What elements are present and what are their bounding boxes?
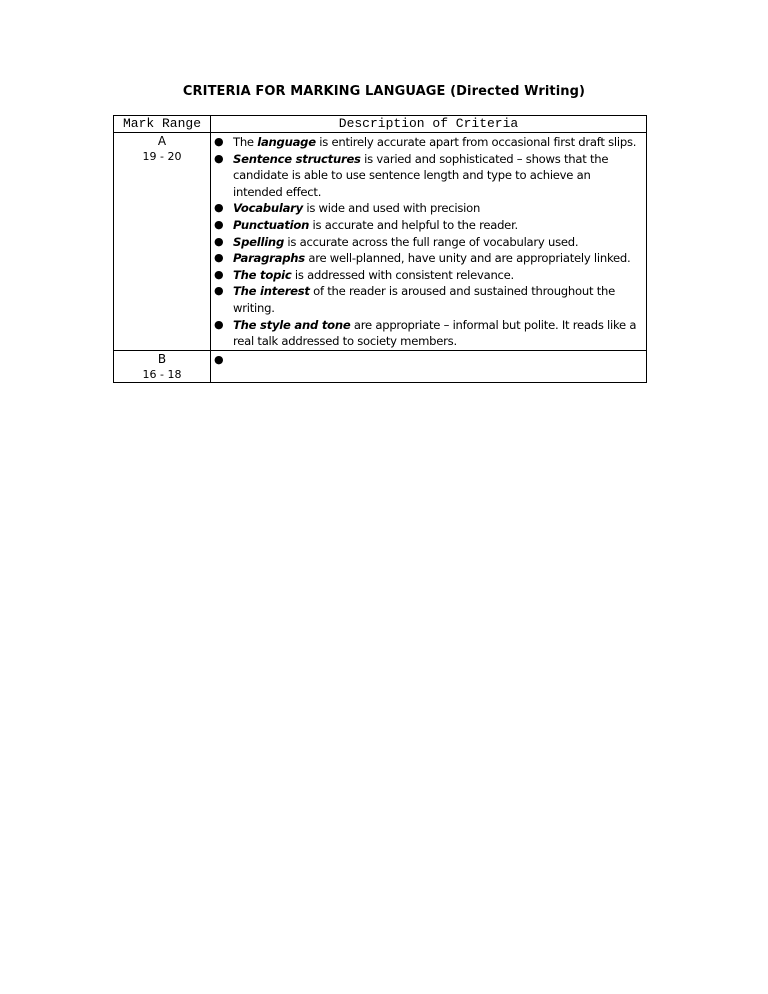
bullet-icon: ● xyxy=(214,251,224,265)
grade-range: 19 - 20 xyxy=(142,150,182,163)
list-item: ● Spelling is accurate across the full range of vocabulary used. xyxy=(214,234,579,249)
bullet-icon: ● xyxy=(214,201,224,215)
list-item: ● The interest of the reader is aroused and sustained throughout the writing. xyxy=(214,284,615,315)
criteria-list xyxy=(211,351,646,369)
table-row xyxy=(114,350,647,382)
header-mark-range: Mark Range xyxy=(114,116,211,133)
list-item xyxy=(211,352,646,369)
grade-range: 16 - 18 xyxy=(142,367,182,381)
criteria-list xyxy=(211,133,646,350)
grade-letter: B xyxy=(157,351,167,366)
header-description: Description of Criteria xyxy=(211,116,647,133)
bullet-icon: ● xyxy=(214,267,224,281)
table-row xyxy=(114,133,647,351)
bullet-icon: ● xyxy=(214,352,224,366)
bullet-icon: ● xyxy=(214,234,224,248)
list-item: ● Paragraphs are well-planned, have unity and are appropriately linked. xyxy=(214,251,631,266)
list-item: ● Sentence structures is varied and sophisticated – shows that the candidate is able to use sentence length and type to achieve an intended effect. xyxy=(214,151,609,199)
bullet-icon: ● xyxy=(214,284,224,298)
criteria-table xyxy=(113,115,647,383)
document-title: CRITERIA FOR MARKING LANGUAGE (Directed Writing) xyxy=(182,84,586,99)
grade-letter: A xyxy=(157,134,167,148)
list-item: ● Vocabulary is wide and used with precision xyxy=(214,201,481,216)
bullet-icon: ● xyxy=(214,317,224,331)
bullet-icon: ● xyxy=(214,217,224,231)
criteria-cell xyxy=(211,350,647,382)
grade-cell xyxy=(114,133,211,351)
bullet-icon: ● xyxy=(214,135,224,148)
list-item: ● The language is entirely accurate apart from occasional first draft slips. xyxy=(214,135,637,149)
list-item: ● Punctuation is accurate and helpful to the reader. xyxy=(214,217,518,232)
bullet-icon: ● xyxy=(214,151,224,165)
grade-cell xyxy=(114,350,211,382)
header-row xyxy=(114,116,647,133)
list-item: ● The style and tone are appropriate – informal but polite. It reads like a real talk addressed to society members. xyxy=(214,317,637,349)
list-item: ● The topic is addressed with consistent relevance. xyxy=(214,267,514,282)
criteria-cell xyxy=(211,133,647,351)
